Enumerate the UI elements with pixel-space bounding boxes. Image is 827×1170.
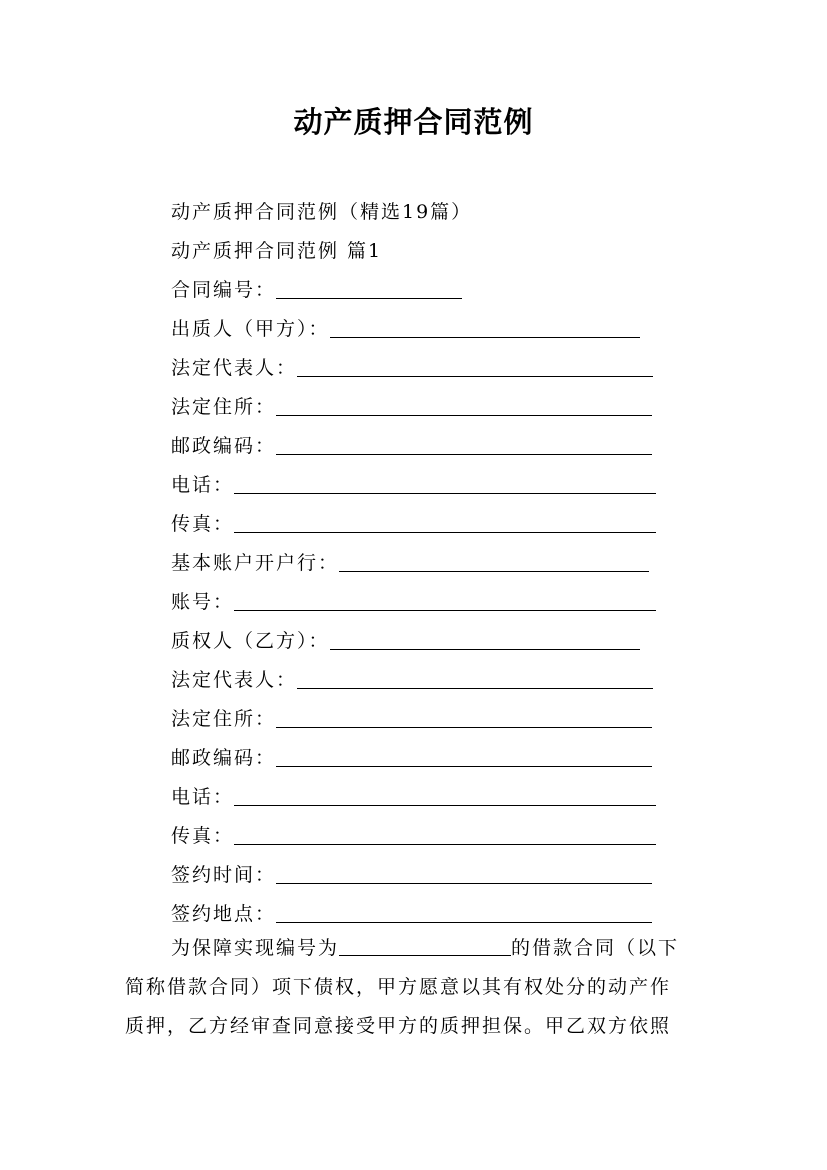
field-address-a <box>171 389 652 419</box>
field-label: 法定代表人： <box>171 669 298 691</box>
field-label: 电话： <box>171 474 235 496</box>
section-title <box>171 233 382 263</box>
blank-line <box>276 395 652 416</box>
field-label: 电话： <box>171 786 235 808</box>
field-label: 基本账户开户行： <box>171 552 340 574</box>
blank-line <box>234 512 656 533</box>
field-address-b <box>171 701 652 731</box>
blank-line <box>234 824 656 845</box>
blank-line <box>330 629 640 650</box>
field-legal-rep-b <box>171 662 653 692</box>
field-phone-b <box>171 779 656 809</box>
blank-line <box>234 590 656 611</box>
blank-line <box>339 936 511 956</box>
field-postcode-a <box>171 428 652 458</box>
blank-line <box>297 356 653 377</box>
field-bank <box>171 545 649 575</box>
field-label: 签约时间： <box>171 864 277 886</box>
blank-line <box>234 473 656 494</box>
field-pledgor <box>171 311 640 341</box>
blank-line <box>234 785 656 806</box>
blank-line <box>276 278 462 299</box>
blank-line <box>276 746 652 767</box>
field-label: 质权人（乙方）： <box>171 630 330 652</box>
field-label: 法定住所： <box>171 396 277 418</box>
field-fax-b <box>171 818 656 848</box>
field-label: 签约地点： <box>171 903 277 925</box>
field-sign-place <box>171 896 652 926</box>
field-label: 账号： <box>171 591 235 613</box>
field-fax-a <box>171 506 656 536</box>
body-paragraph <box>125 929 705 1046</box>
field-label: 传真： <box>171 825 235 847</box>
field-postcode-b <box>171 740 652 770</box>
blank-line <box>276 902 652 923</box>
paragraph-line: 简称借款合同）项下债权，甲方愿意以其有权处分的动产作 <box>125 976 672 998</box>
field-label: 出质人（甲方）： <box>171 318 330 340</box>
field-legal-rep-a <box>171 350 653 380</box>
paragraph-text: 为保障实现编号为 <box>171 937 340 959</box>
field-phone-a <box>171 467 656 497</box>
field-sign-time <box>171 857 652 887</box>
field-account <box>171 584 656 614</box>
field-label: 法定住所： <box>171 708 277 730</box>
document-title: 动产质押合同范例 <box>293 105 534 139</box>
blank-line <box>276 434 652 455</box>
blank-line <box>330 317 640 338</box>
paragraph-line <box>125 929 705 968</box>
field-label: 邮政编码： <box>171 747 277 769</box>
subtitle <box>171 194 472 224</box>
field-pledgee <box>171 623 640 653</box>
blank-line <box>276 707 652 728</box>
blank-line <box>297 668 653 689</box>
field-label: 法定代表人： <box>171 357 298 379</box>
paragraph-text: 的借款合同（以下 <box>511 937 680 959</box>
section-title-text: 动产质押合同范例 篇1 <box>171 240 383 262</box>
field-label: 传真： <box>171 513 235 535</box>
blank-line <box>276 863 652 884</box>
field-label: 合同编号： <box>171 279 277 301</box>
paragraph-line: 质押，乙方经审查同意接受甲方的质押担保。甲乙双方依照 <box>125 1015 672 1037</box>
field-label: 邮政编码： <box>171 435 277 457</box>
blank-line <box>339 551 649 572</box>
subtitle-text: 动产质押合同范例（精选19篇） <box>171 201 473 223</box>
field-contract-number <box>171 272 462 302</box>
